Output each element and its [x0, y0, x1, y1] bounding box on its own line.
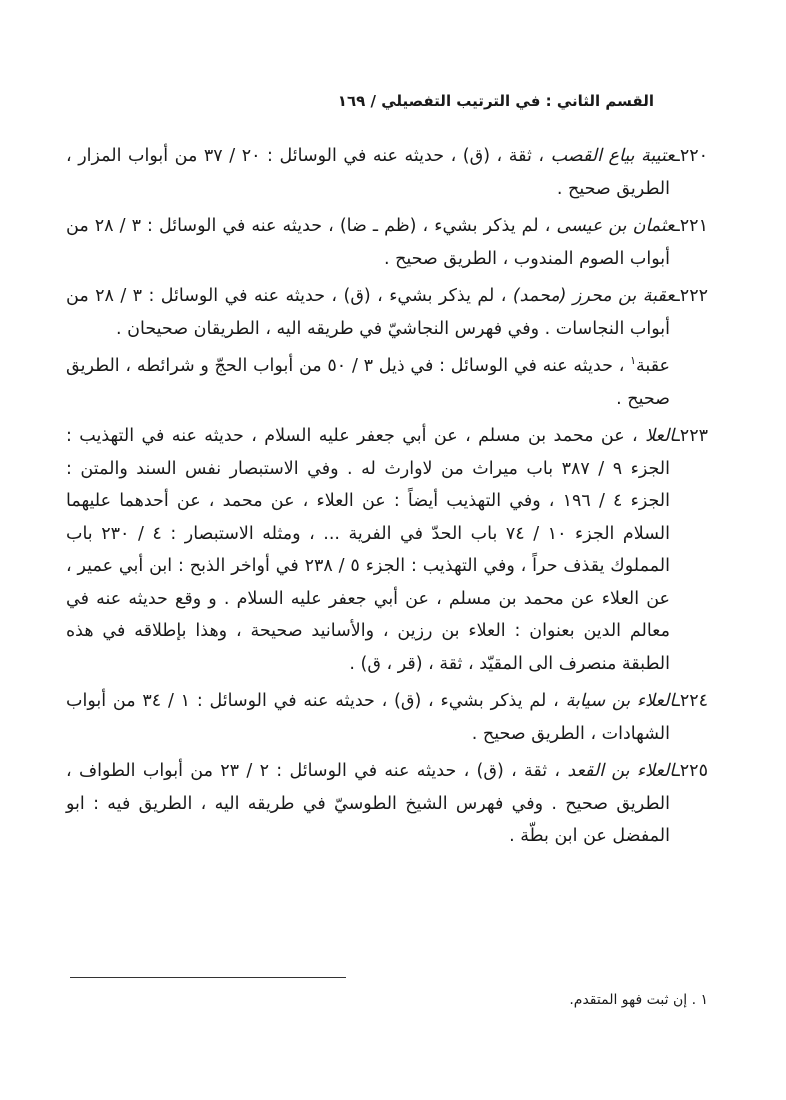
- entry-text: ، لم يذكر بشيء ، (ق) ، حديثه عنه في الوسائل : ٣ / ٢٨ من أبواب النجاسات . وفي فهرس النجاشيّ في طريقه اليه ، الطريقان صحيحان .: [66, 286, 670, 339]
- entry-text: ، عن محمد بن مسلم ، عن أبي جعفر عليه السلام ، حديثه عنه في التهذيب : الجزء ٩ / ٣٨٧ باب ميراث من لاوارث له . وفي الاستبصار نفس السند والمتن : الجزء ٤ / ١٩٦ ، وفي التهذيب أيضاً : عن العلاء ، عن محمد ، عن أحدهما عليهما السلام الجزء ١٠ / ٧٤ باب الحدّ في الفرية ... ، ومثله الاستبصار : ٤ / ٢٣٠ باب المملوك يقذف حراً ، وفي التهذيب : الجزء ٥ / ٢٣٨ في أواخر الذبح : ابن أبي عمير ، عن العلاء عن محمد بن مسلم ، عن أبي جعفر عليه السلام . و وقع حديثه عنه في معالم الدين بعنوان : العلاء بن رزين ، والأسانيد صحيحة ، وهذا بإطلاقه في هذه الطبقة منصرف الى المقيّد ، ثقة ، (قر ، ق) .: [66, 426, 670, 674]
- entry-223: [66, 420, 708, 680]
- narrator-name: عقبة بن محرز (محمد): [512, 286, 675, 306]
- entry-221: [66, 210, 708, 275]
- entry-text: ، ثقة ، (ق) ، حديثه عنه في الوسائل : ٢ / ٢٣ من أبواب الطواف ، الطريق صحيح . وفي فهرس الشيخ الطوسيّ في طريقه اليه ، الطريق فيه : ابو المفضل عن ابن بطّة .: [66, 761, 670, 846]
- entry-text: ، حديثه عنه في الوسائل : في ذيل ٣ / ٥٠ من أبواب الحجّ و شرائطه ، الطريق صحيح .: [66, 356, 670, 409]
- entry-number: ٢٢٣ـ: [674, 426, 708, 446]
- footnote: ١ . إن ثبت فهو المتقدم.: [569, 992, 708, 1008]
- narrator-name: العلاء بن سيابة: [565, 691, 675, 711]
- entry-number: ٢٢٥ـ: [674, 761, 708, 781]
- entry-222-continuation: [66, 350, 708, 415]
- entry-number: ٢٢٤ـ: [674, 691, 709, 711]
- narrator-name: العلا: [645, 426, 675, 446]
- page-body: [66, 140, 708, 858]
- entry-222: [66, 280, 708, 345]
- footnote-divider: [70, 977, 346, 978]
- entry-number: ٢٢١ـ: [674, 216, 708, 236]
- entry-number: ٢٢٠ـ: [674, 146, 709, 166]
- narrator-name: العلاء بن القعد: [567, 761, 675, 781]
- entry-text: ، ثقة ، (ق) ، حديثه عنه في الوسائل : ٢٠ / ٣٧ من أبواب المزار ، الطريق صحيح .: [66, 146, 670, 199]
- running-header: القسم الثاني : في الترتيب التفصيلي / ١٦٩: [337, 92, 654, 110]
- continuation-lead: عقبة: [636, 356, 670, 376]
- narrator-name: عثمان بن عيسى: [556, 216, 675, 236]
- entry-224: [66, 685, 708, 750]
- entry-220: [66, 140, 708, 205]
- entry-225: [66, 755, 708, 853]
- footnote-marker: ١: [630, 354, 637, 368]
- narrator-name: عتيبة بياع القصب: [550, 146, 675, 166]
- entry-text: ، لم يذكر بشيء ، (ق) ، حديثه عنه في الوسائل : ١ / ٣٤ من أبواب الشهادات ، الطريق صحيح .: [66, 691, 670, 744]
- entry-text: ، لم يذكر بشيء ، (ظم ـ ضا) ، حديثه عنه في الوسائل : ٣ / ٢٨ من أبواب الصوم المندوب ، الطريق صحيح .: [66, 216, 670, 269]
- entry-number: ٢٢٢ـ: [674, 286, 708, 306]
